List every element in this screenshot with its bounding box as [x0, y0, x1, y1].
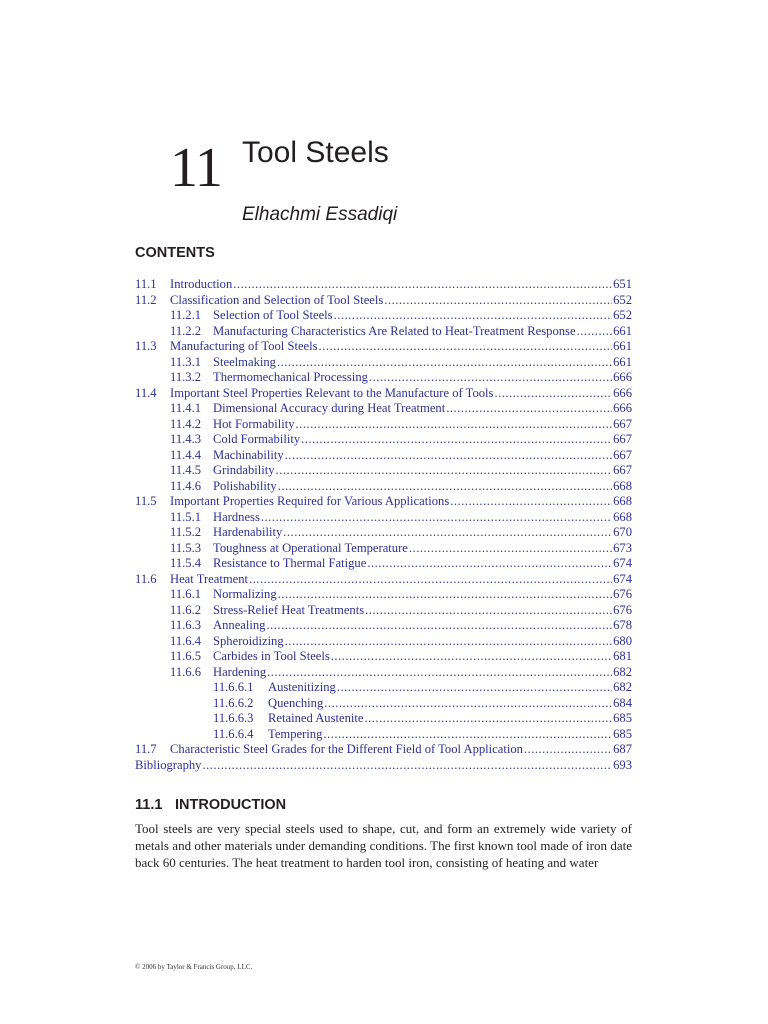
toc-entry[interactable] [135, 665, 632, 681]
toc-entry-title: Bibliography [135, 757, 202, 772]
toc-entry-page: 668 [613, 509, 632, 524]
toc-leader-dots [364, 711, 612, 727]
toc-entry[interactable] [135, 463, 632, 479]
toc-entry-page: 661 [613, 323, 632, 338]
toc-entry-number: 11.6.1 [170, 587, 202, 601]
toc-entry-title: Hardenability [213, 525, 283, 539]
toc-entry-number: 11.4.1 [170, 401, 202, 415]
toc-leader-dots [365, 603, 612, 619]
toc-entry[interactable] [135, 758, 632, 774]
toc-leader-dots [369, 370, 612, 386]
toc-entry-number: 11.5.2 [170, 525, 202, 539]
toc-entry-page: 681 [613, 649, 632, 663]
toc-leader-dots [285, 448, 612, 464]
toc-entry-page: 685 [613, 726, 632, 741]
toc-entry-number: 11.5.4 [170, 556, 202, 570]
toc-entry[interactable] [135, 696, 632, 712]
toc-entry-page: 682 [613, 664, 632, 679]
toc-entry[interactable] [135, 510, 632, 526]
toc-entry-page: 667 [613, 463, 632, 477]
toc-entry-page: 676 [613, 602, 632, 617]
toc-entry[interactable] [135, 494, 632, 510]
toc-entry[interactable] [135, 587, 632, 603]
toc-entry-title: Dimensional Accuracy during Heat Treatment [213, 401, 446, 415]
chapter-number: 11 [170, 137, 222, 199]
table-of-contents [135, 277, 632, 773]
toc-leader-dots [233, 277, 612, 293]
toc-leader-dots [367, 556, 612, 572]
toc-leader-dots [277, 355, 612, 371]
toc-entry[interactable] [135, 649, 632, 665]
toc-entry-title: Classification and Selection of Tool Steels [170, 292, 384, 307]
toc-entry-number: 11.4 [135, 385, 157, 400]
toc-entry-title: Quenching [268, 695, 324, 710]
toc-entry-page: 668 [613, 478, 632, 493]
body-paragraph: Tool steels are very special steels used to shape, cut, and form an extremely wide variety of metals and other materials under demanding conditions. The first known tool made of iron date back 60 centuries. The heat treatment to harden tool iron, consisting of heating and water [135, 821, 632, 870]
toc-entry[interactable] [135, 432, 632, 448]
toc-entry-page: 678 [613, 618, 632, 632]
toc-entry-number: 11.6.4 [170, 633, 202, 648]
toc-leader-dots [323, 727, 612, 743]
toc-entry-number: 11.6.6.1 [213, 680, 254, 694]
toc-entry-page: 674 [613, 571, 632, 586]
toc-entry-page: 685 [613, 711, 632, 725]
toc-entry-title: Resistance to Thermal Fatigue [213, 556, 367, 570]
toc-entry-number: 11.2.2 [170, 323, 202, 338]
toc-entry-number: 11.6.3 [170, 618, 202, 632]
chapter-author: Elhachmi Essadiqi [242, 204, 398, 225]
toc-leader-dots [261, 510, 612, 526]
toc-entry-title: Spheroidizing [213, 633, 284, 648]
toc-leader-dots [296, 417, 613, 433]
toc-entry-page: 651 [613, 277, 632, 291]
toc-entry-page: 661 [613, 339, 632, 353]
toc-entry-title: Austenitizing [268, 680, 336, 694]
toc-entry-number: 11.6 [135, 571, 157, 586]
toc-leader-dots [450, 494, 612, 510]
toc-entry[interactable] [135, 370, 632, 386]
toc-entry-page: 652 [613, 292, 632, 307]
toc-entry-page: 676 [613, 587, 632, 601]
toc-entry[interactable] [135, 479, 632, 495]
contents-heading: CONTENTS [135, 245, 215, 261]
toc-entry-number: 11.4.6 [170, 478, 202, 493]
toc-entry[interactable] [135, 401, 632, 417]
toc-entry-title: Cold Formability [213, 432, 301, 446]
toc-leader-dots [249, 572, 612, 588]
toc-leader-dots [331, 649, 612, 665]
toc-entry-page: 682 [613, 680, 632, 694]
toc-entry[interactable] [135, 541, 632, 557]
toc-entry-title: Hot Formability [213, 416, 295, 431]
toc-entry-number: 11.1 [135, 277, 157, 291]
toc-leader-dots [319, 339, 613, 355]
toc-entry-number: 11.6.6.2 [213, 695, 254, 710]
toc-entry-page: 673 [613, 540, 632, 555]
toc-entry[interactable] [135, 727, 632, 743]
toc-entry-title: Toughness at Operational Temperature [213, 540, 408, 555]
toc-entry-page: 670 [613, 525, 632, 539]
toc-entry-title: Selection of Tool Steels [213, 308, 333, 322]
chapter-title: Tool Steels [242, 136, 389, 169]
toc-entry[interactable] [135, 386, 632, 402]
toc-entry-number: 11.2.1 [170, 308, 202, 322]
toc-entry-number: 11.3.2 [170, 370, 202, 384]
toc-entry-number: 11.5.1 [170, 509, 202, 524]
toc-entry-title: Machinability [213, 447, 284, 462]
toc-entry-page: 652 [613, 308, 632, 322]
toc-entry-number: 11.5.3 [170, 540, 202, 555]
toc-leader-dots [278, 479, 612, 495]
toc-entry-number: 11.6.2 [170, 602, 202, 617]
toc-entry[interactable] [135, 680, 632, 696]
toc-entry[interactable] [135, 618, 632, 634]
section-number: 11.1 [135, 797, 163, 813]
toc-entry[interactable] [135, 525, 632, 541]
toc-leader-dots [276, 463, 613, 479]
toc-entry-number: 11.4.2 [170, 416, 202, 431]
toc-entry-title: Hardening [213, 664, 267, 679]
toc-entry-number: 11.6.6 [170, 664, 202, 679]
toc-leader-dots [334, 308, 613, 324]
toc-entry-title: Hardness [213, 509, 260, 524]
toc-leader-dots [494, 386, 612, 402]
toc-entry[interactable] [135, 308, 632, 324]
toc-leader-dots [202, 758, 612, 774]
toc-entry-title: Carbides in Tool Steels [213, 649, 330, 663]
toc-entry-number: 11.6.6.4 [213, 726, 254, 741]
toc-entry[interactable] [135, 417, 632, 433]
toc-entry-number: 11.4.5 [170, 463, 202, 477]
section-title: INTRODUCTION [175, 797, 287, 813]
toc-entry-title: Important Steel Properties Relevant to the Manufacture of Tools [170, 385, 494, 400]
toc-leader-dots [384, 293, 612, 309]
toc-leader-dots [285, 634, 612, 650]
toc-entry-page: 684 [613, 695, 632, 710]
toc-leader-dots [278, 587, 612, 603]
toc-entry-title: Heat Treatment [170, 571, 248, 586]
toc-entry-title: Characteristic Steel Grades for the Different Field of Tool Application [170, 742, 523, 756]
toc-entry-page: 667 [613, 416, 632, 431]
toc-entry-page: 666 [613, 370, 632, 384]
toc-entry-title: Manufacturing of Tool Steels [170, 339, 318, 353]
toc-entry-number: 11.4.3 [170, 432, 202, 446]
toc-entry-title: Manufacturing Characteristics Are Related to Heat-Treatment Response [213, 323, 576, 338]
toc-entry-number: 11.3 [135, 339, 157, 353]
toc-entry-title: Steelmaking [213, 354, 276, 369]
toc-entry-page: 666 [613, 401, 632, 415]
toc-entry-page: 674 [613, 556, 632, 570]
toc-leader-dots [409, 541, 612, 557]
toc-entry[interactable] [135, 293, 632, 309]
toc-entry[interactable] [135, 711, 632, 727]
toc-entry-page: 680 [613, 633, 632, 648]
toc-entry-number: 11.2 [135, 292, 157, 307]
toc-entry-title: Important Properties Required for Various Applications [170, 494, 450, 508]
toc-entry-number: 11.3.1 [170, 354, 202, 369]
toc-entry-page: 667 [613, 447, 632, 462]
toc-entry-number: 11.4.4 [170, 447, 202, 462]
toc-entry-title: Stress-Relief Heat Treatments [213, 602, 365, 617]
toc-leader-dots [446, 401, 612, 417]
toc-entry[interactable] [135, 339, 632, 355]
toc-entry[interactable] [135, 742, 632, 758]
toc-entry-title: Annealing [213, 618, 266, 632]
toc-entry[interactable] [135, 448, 632, 464]
toc-entry-title: Grindability [213, 463, 275, 477]
toc-entry-number: 11.5 [135, 494, 157, 508]
toc-leader-dots [337, 680, 612, 696]
toc-entry-title: Tempering [268, 726, 323, 741]
toc-entry-page: 661 [613, 354, 632, 369]
toc-entry-page: 666 [613, 385, 632, 400]
toc-leader-dots [577, 324, 613, 340]
toc-entry-title: Polishability [213, 478, 277, 493]
toc-entry[interactable] [135, 324, 632, 340]
toc-entry[interactable] [135, 355, 632, 371]
toc-entry[interactable] [135, 572, 632, 588]
toc-entry-page: 693 [613, 757, 632, 772]
toc-entry-number: 11.7 [135, 742, 157, 756]
toc-leader-dots [524, 742, 612, 758]
copyright-footer: © 2006 by Taylor & Francis Group, LLC. [135, 963, 253, 971]
toc-leader-dots [283, 525, 612, 541]
toc-entry[interactable] [135, 556, 632, 572]
toc-entry[interactable] [135, 277, 632, 293]
toc-entry-title: Introduction [170, 277, 233, 291]
toc-entry-number: 11.6.5 [170, 649, 202, 663]
toc-entry[interactable] [135, 603, 632, 619]
toc-entry-number: 11.6.6.3 [213, 711, 254, 725]
toc-entry-title: Normalizing [213, 587, 277, 601]
toc-entry[interactable] [135, 634, 632, 650]
toc-entry-page: 667 [613, 432, 632, 446]
toc-leader-dots [301, 432, 612, 448]
toc-entry-title: Retained Austenite [268, 711, 364, 725]
toc-leader-dots [324, 696, 612, 712]
toc-entry-page: 687 [613, 742, 632, 756]
toc-entry-page: 668 [613, 494, 632, 508]
toc-leader-dots [266, 618, 612, 634]
section-heading [135, 796, 286, 814]
toc-leader-dots [267, 665, 612, 681]
toc-entry-title: Thermomechanical Processing [213, 370, 368, 384]
